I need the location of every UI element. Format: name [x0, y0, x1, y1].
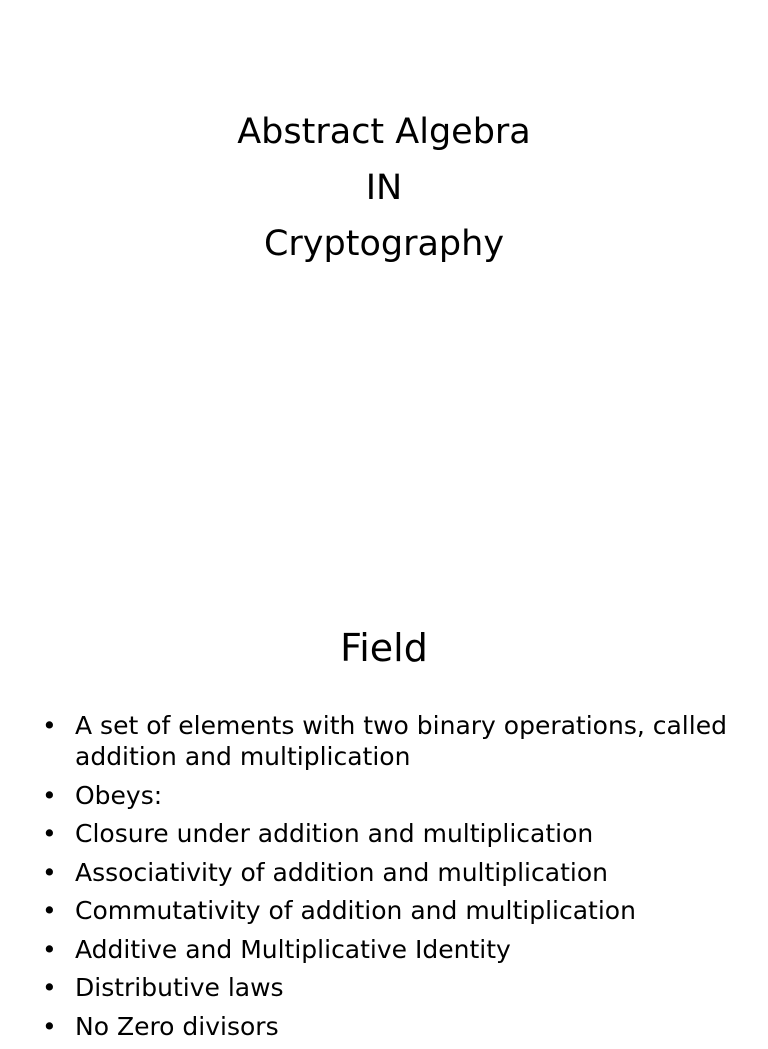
title-line-2: IN	[365, 168, 403, 208]
bullet-text: Closure under addition and multiplication	[75, 819, 594, 848]
bullet-text: Associativity of addition and multiplication	[75, 857, 608, 887]
bullet-item	[42, 780, 732, 811]
field-slide	[0, 576, 768, 1041]
bullet-text: Obeys:	[75, 780, 163, 810]
presentation-title	[0, 104, 768, 272]
bullet-dot-icon: •	[42, 819, 57, 848]
bullet-item	[42, 1011, 732, 1042]
bullet-item	[42, 710, 732, 772]
bullet-item	[42, 818, 732, 849]
bullet-list	[42, 710, 732, 1049]
slide-title: Field	[340, 626, 428, 670]
bullet-dot-icon: •	[42, 896, 57, 925]
bullet-text: No Zero divisors	[75, 1011, 279, 1041]
bullet-text: Distributive laws	[75, 973, 284, 1002]
bullet-dot-icon: •	[42, 934, 57, 964]
title-line-3: Cryptography	[263, 224, 505, 264]
bullet-item	[42, 934, 732, 965]
bullet-item	[42, 972, 732, 1003]
title-line-1: Abstract Algebra	[237, 112, 531, 152]
bullet-text: A set of elements with two binary operations, called addition and multiplication	[75, 711, 727, 771]
bullet-item	[42, 857, 732, 888]
bullet-dot-icon: •	[42, 780, 57, 810]
bullet-dot-icon: •	[42, 1011, 57, 1041]
bullet-text: Commutativity of addition and multiplication	[75, 896, 636, 925]
bullet-dot-icon: •	[42, 973, 57, 1002]
bullet-dot-icon: •	[42, 857, 57, 887]
bullet-text: Additive and Multiplicative Identity	[75, 934, 511, 964]
bullet-item	[42, 895, 732, 926]
bullet-dot-icon: •	[42, 711, 57, 740]
